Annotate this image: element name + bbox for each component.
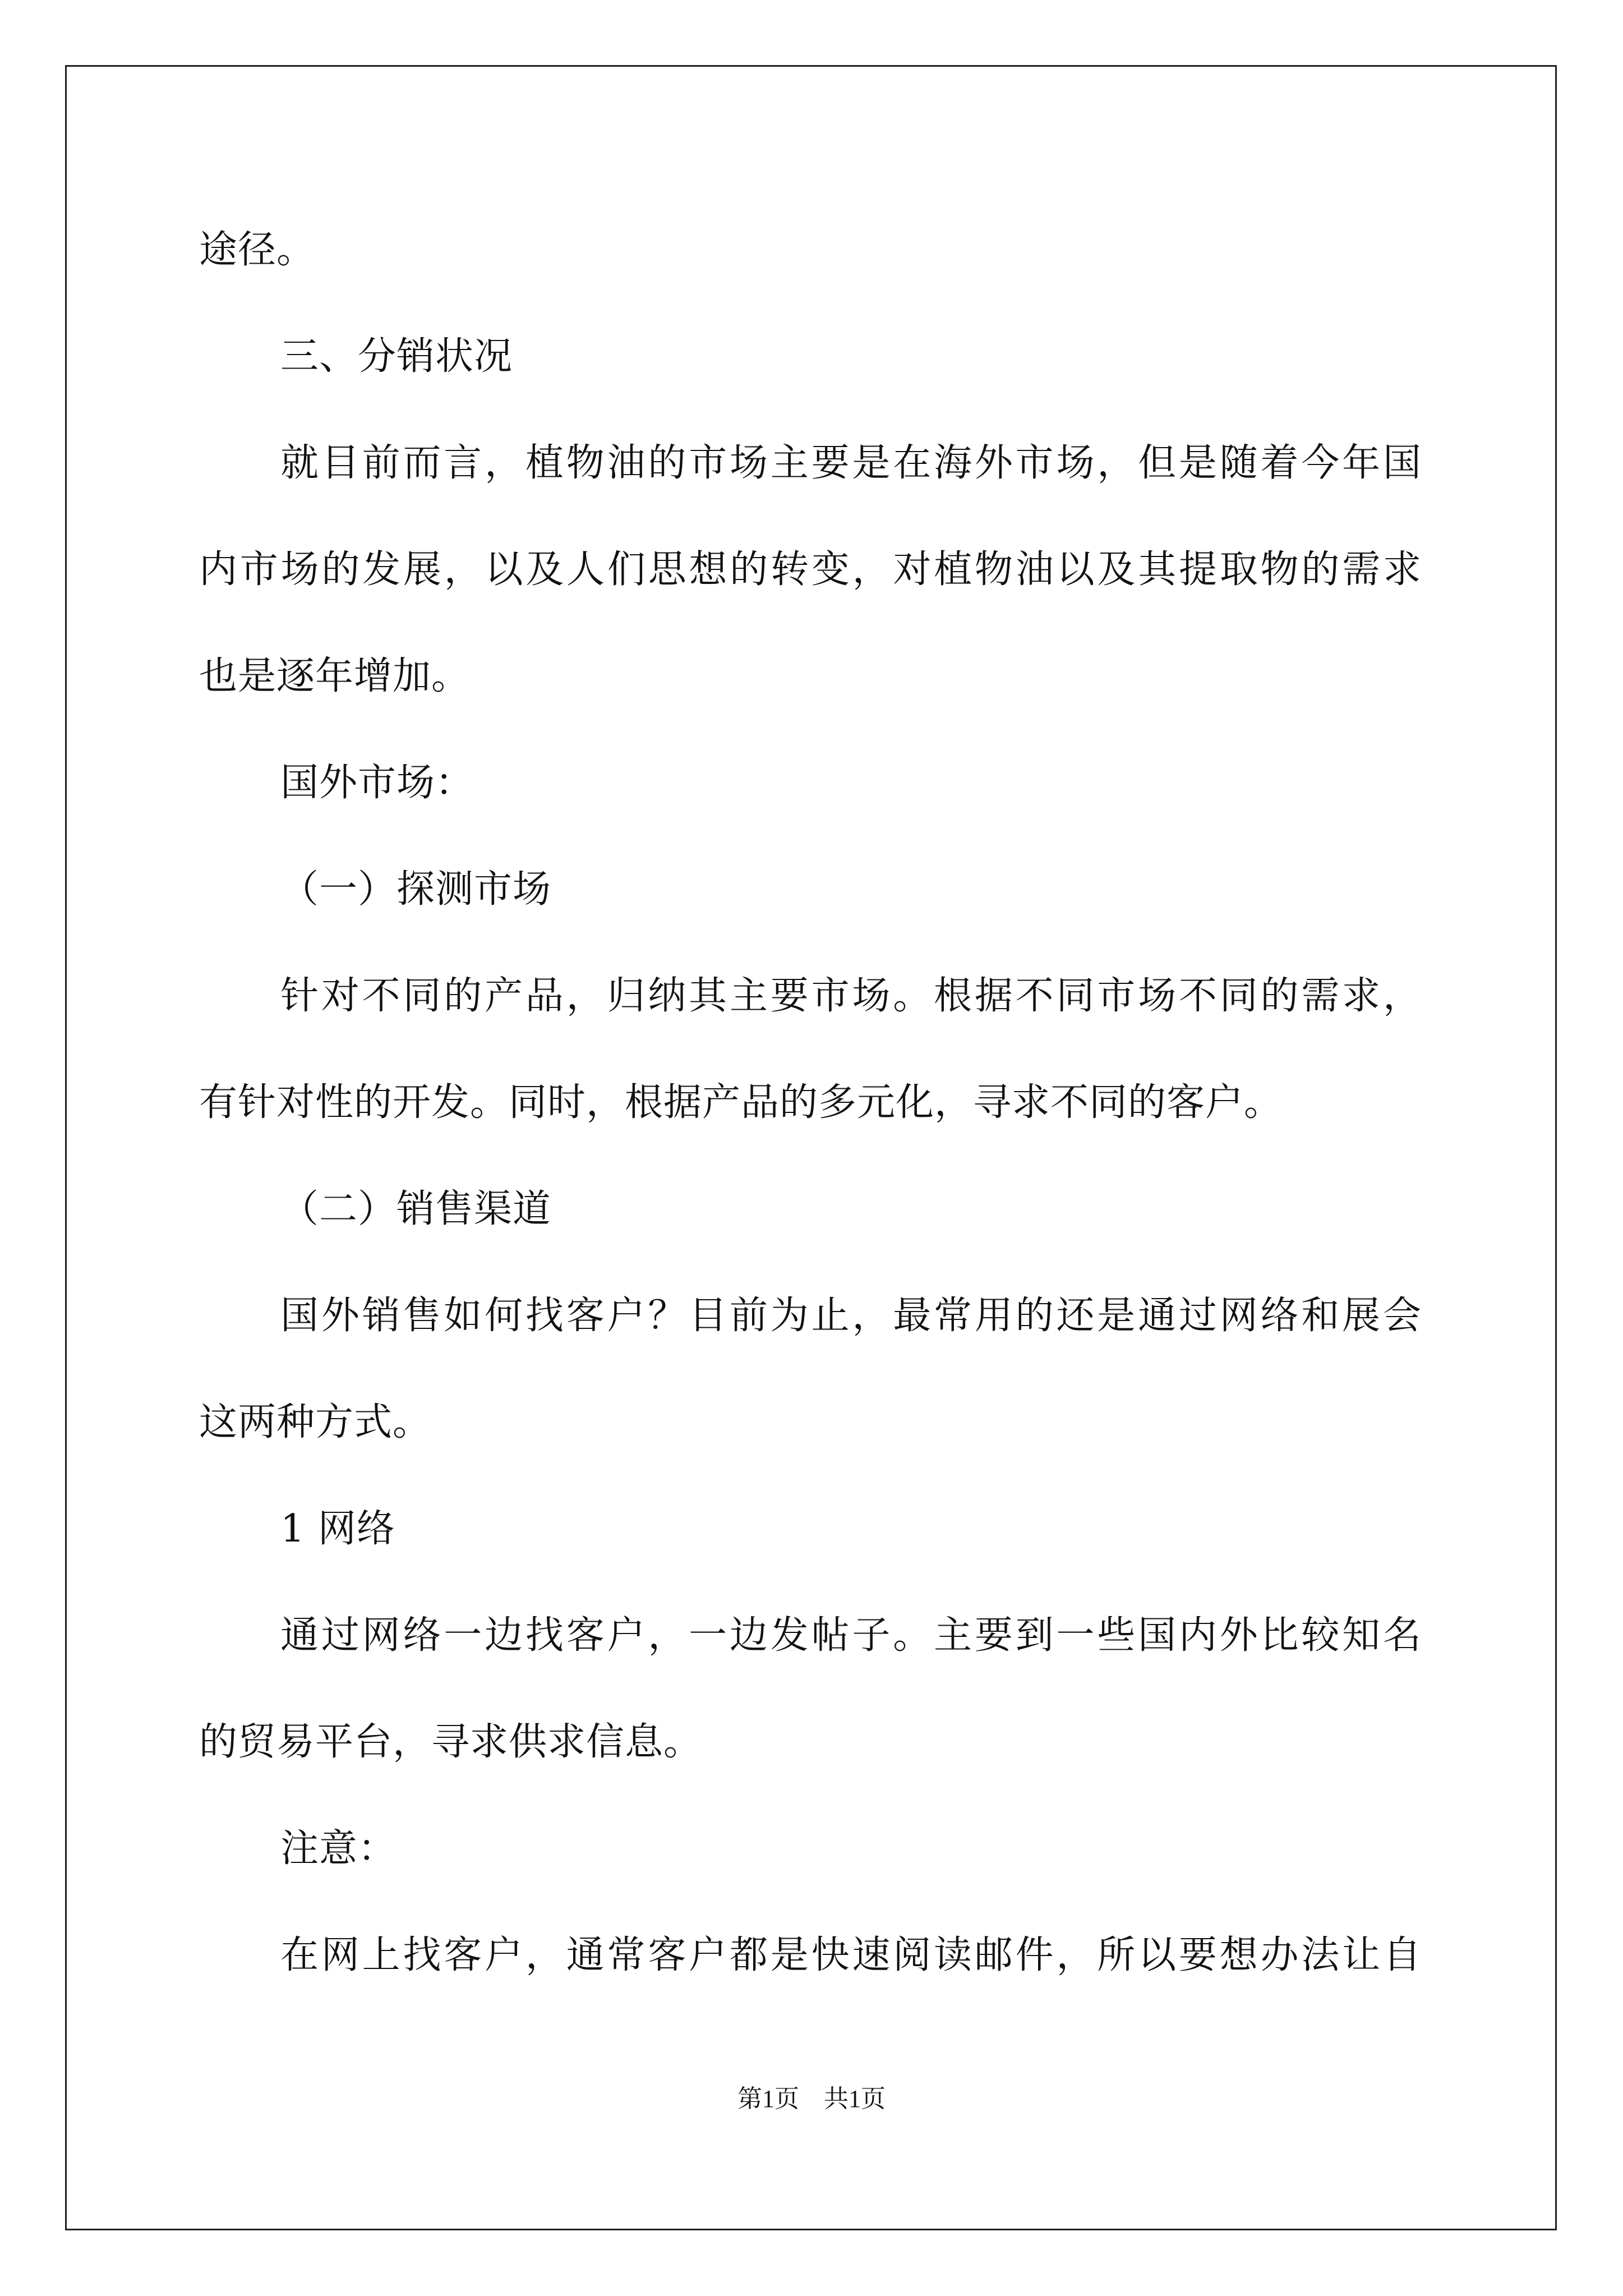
paragraph-line: 通过网络一边找客户，一边发帖子。主要到一些国内外比较知名 xyxy=(280,1613,1422,1658)
subheading: （二）销售渠道 xyxy=(280,1187,552,1231)
text-line: 途径。 xyxy=(199,228,316,272)
paragraph-line: 这两种方式。 xyxy=(199,1400,432,1444)
paragraph-line: 针对不同的产品，归纳其主要市场。根据不同市场不同的需求， xyxy=(280,974,1422,1018)
paragraph-line: 内市场的发展，以及人们思想的转变，对植物油以及其提取物的需求 xyxy=(199,547,1422,592)
paragraph-line: 有针对性的开发。同时，根据产品的多元化，寻求不同的客户。 xyxy=(199,1080,1283,1125)
paragraph-line: 在网上找客户，通常客户都是快速阅读邮件，所以要想办法让自 xyxy=(280,1933,1422,1977)
paragraph-line: 国外销售如何找客户？目前为止，最常用的还是通过网络和展会 xyxy=(280,1294,1422,1338)
subheading: （一）探测市场 xyxy=(280,867,552,912)
paragraph-line: 的贸易平台，寻求供求信息。 xyxy=(199,1720,703,1764)
subheading: 注意： xyxy=(280,1826,397,1871)
page-number-footer: 第1页 共1页 xyxy=(737,2085,886,2113)
paragraph-line: 就目前而言，植物油的市场主要是在海外市场，但是随着今年国 xyxy=(280,441,1422,485)
subheading: 国外市场： xyxy=(280,761,474,805)
page-border xyxy=(65,65,1557,2230)
subheading: 1 网络 xyxy=(280,1507,395,1551)
section-heading: 三、分销状况 xyxy=(280,334,513,379)
paragraph-line: 也是逐年增加。 xyxy=(199,654,471,698)
